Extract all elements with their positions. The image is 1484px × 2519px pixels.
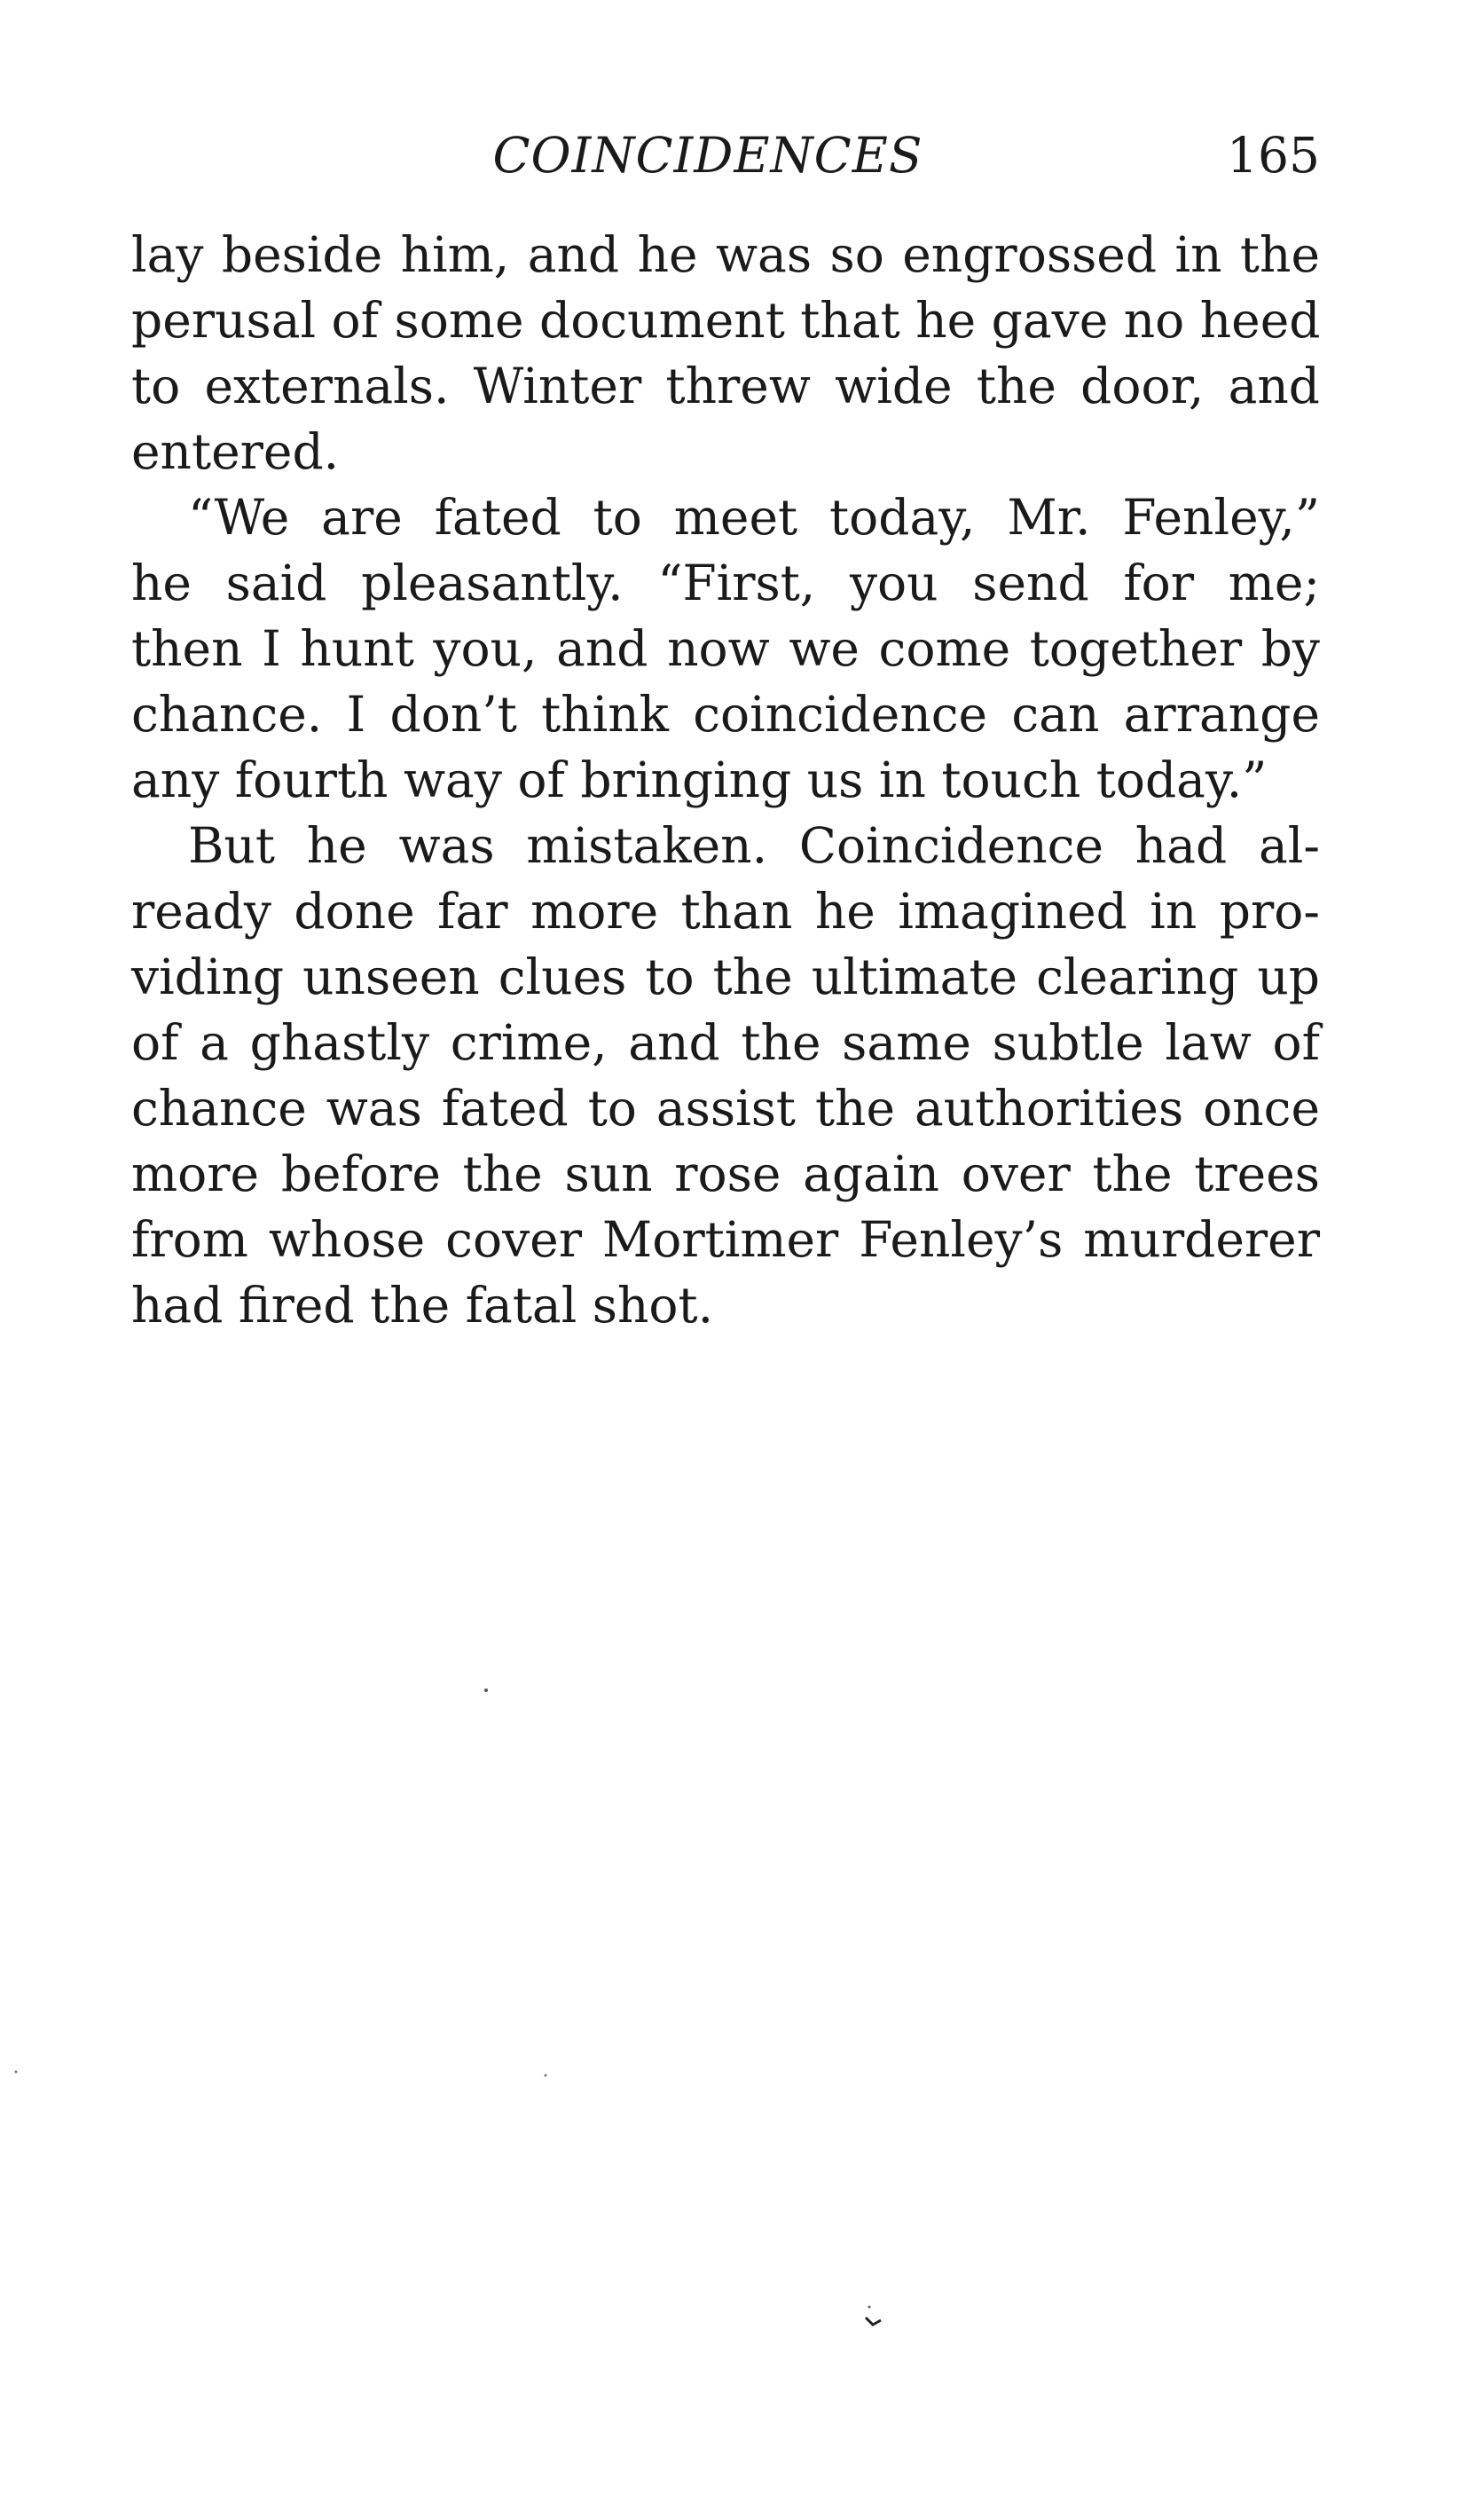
speck-mark — [484, 1689, 488, 1692]
running-head — [131, 124, 1320, 186]
text-line: lay beside him, and he was so engrossed in the — [131, 226, 1320, 283]
text-line: viding unseen clues to the ultimate clearing up — [131, 949, 1320, 1005]
text-line: chance was fated to assist the authorities once — [131, 1080, 1320, 1137]
text-line: from whose cover Mortimer Fenley’s murderer — [131, 1211, 1320, 1268]
text-line: he said pleasantly. “First, you send for me; — [131, 555, 1320, 611]
speck-mark — [866, 2318, 881, 2325]
text-line: then I hunt you, and now we come together by — [131, 620, 1320, 677]
text-line: ready done far more than he imagined in pro- — [131, 883, 1320, 940]
text-line: of a ghastly crime, and the same subtle law of — [131, 1014, 1320, 1071]
page-number: 165 — [1227, 127, 1320, 184]
text-line: chance. I don’t think coincidence can arrange — [131, 686, 1320, 743]
text-line: entered. — [131, 423, 340, 480]
running-title: COINCIDENCES — [492, 127, 923, 184]
text-line: more before the sun rose again over the trees — [131, 1145, 1320, 1202]
speck-mark — [15, 2071, 18, 2074]
speck-mark — [868, 2306, 871, 2309]
text-line: had fired the fatal shot. — [131, 1277, 714, 1334]
text-line: to externals. Winter threw wide the door, and — [131, 358, 1320, 414]
body-text — [131, 222, 1320, 1338]
text-line: But he was mistaken. Coincidence had al- — [188, 817, 1320, 874]
text-line: perusal of some document that he gave no heed — [131, 292, 1321, 349]
text-line: “We are fated to meet today, Mr. Fenley,” — [188, 489, 1320, 546]
speck-mark — [545, 2074, 547, 2077]
text-line: any fourth way of bringing us in touch today.” — [131, 752, 1268, 808]
